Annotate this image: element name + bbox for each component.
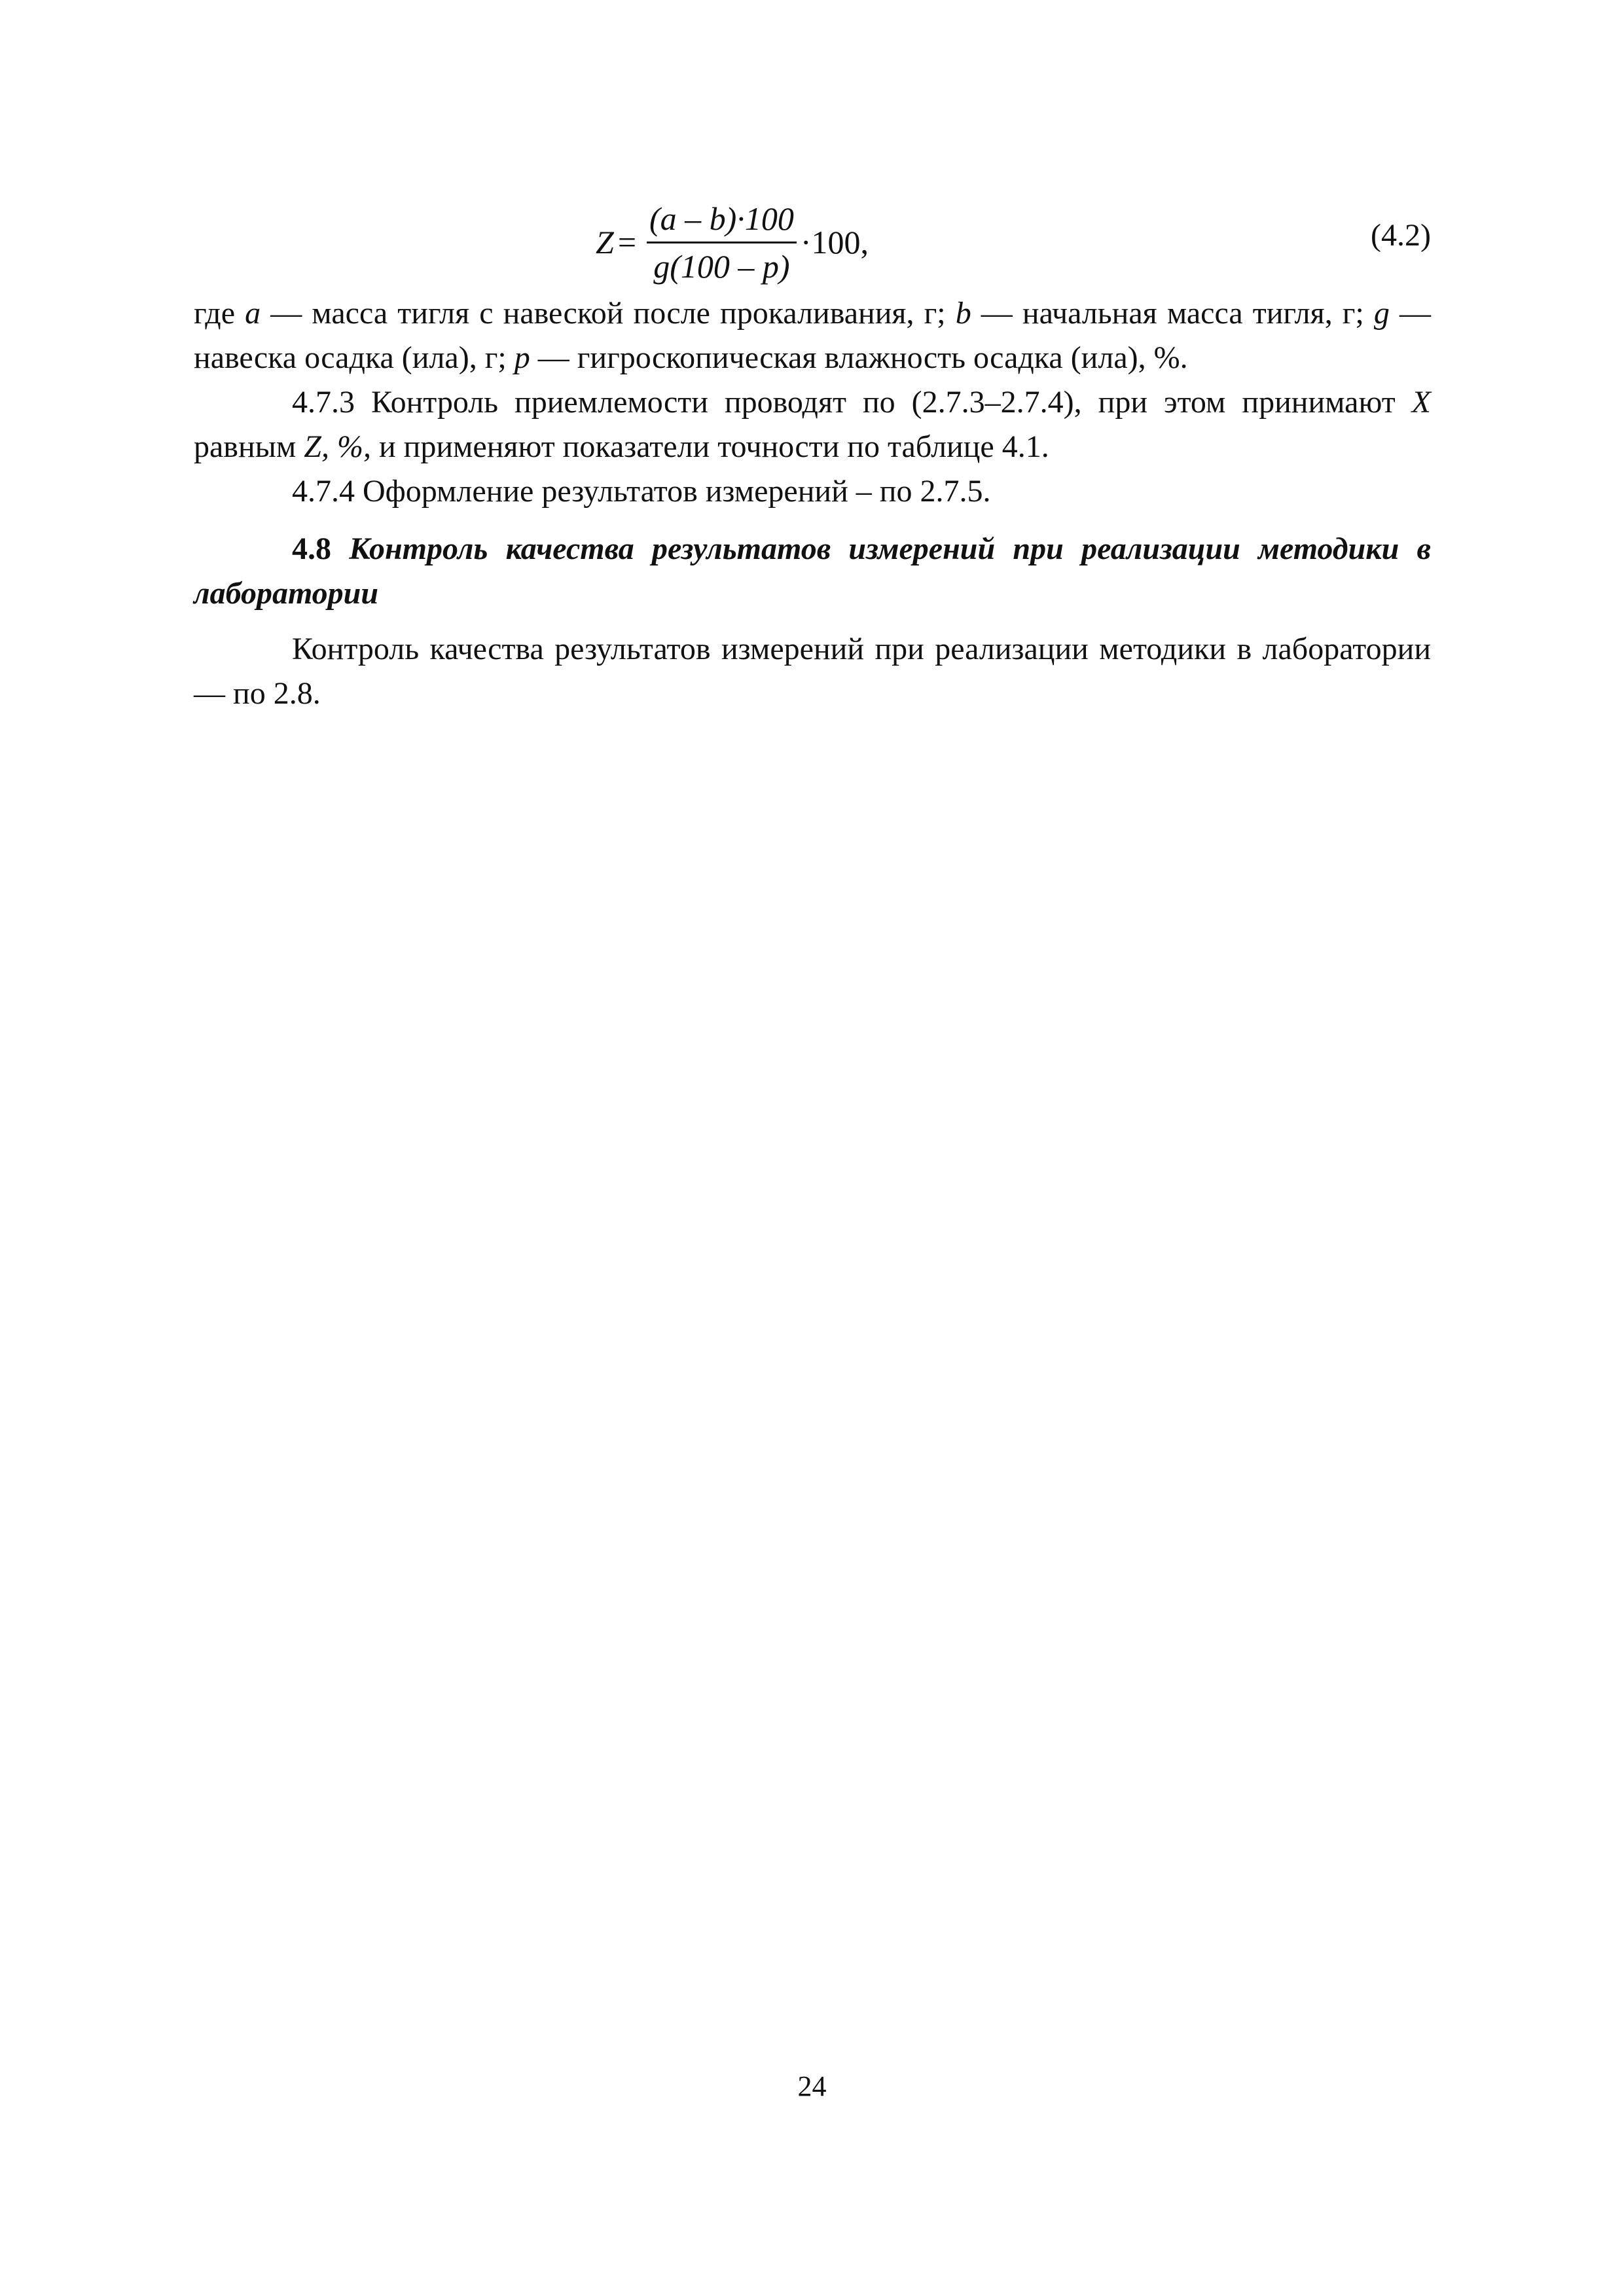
paragraph-4-7-3 [194, 380, 1431, 469]
formula-fraction [647, 200, 797, 285]
formula-expression [596, 190, 869, 295]
var-x: X [1411, 385, 1431, 420]
definitions-paragraph [194, 291, 1431, 380]
p473-middle: равным [194, 429, 304, 464]
variable-definitions [194, 291, 1431, 380]
formula-4-2 [194, 190, 1431, 295]
formula-numerator: (a – b)·100 [647, 200, 797, 243]
var-a: a [245, 296, 261, 331]
section-4-8-number: 4.8 [292, 531, 350, 566]
definition-b: — начальная масса тигля, г; [971, 296, 1374, 331]
paragraph-4-7-4 [194, 469, 1431, 514]
section-4-8-title-text: Контроль качества результатов измерений при реализации методики в лаборатории [194, 531, 1431, 611]
var-b: b [955, 296, 971, 331]
var-g: g [1373, 296, 1390, 331]
p473-start: 4.7.3 Контроль приемлемости проводят по (2.7.3–2.7.4), при этом принимают [292, 385, 1412, 420]
paragraph-4-8-body [194, 627, 1431, 716]
section-heading-4-8 [194, 527, 1431, 616]
definition-p: — гигроскопическая влажность осадка (ила), %. [530, 340, 1188, 375]
var-p: p [514, 340, 530, 375]
formula-trailing-comma: , [860, 224, 869, 260]
formula-multiplier: ·100 [800, 224, 861, 260]
formula-denominator: g(100 – p) [653, 247, 790, 285]
formula-lhs: Z [596, 224, 614, 260]
paragraph-4-7-4-text: 4.7.4 Оформление результатов измерений – по 2.7.5. [292, 474, 991, 509]
paragraph-4-8-body-text: Контроль качества результатов измерений при реализации методики в лаборатории — по 2.8. [194, 632, 1431, 711]
formula-equals: = [617, 224, 637, 260]
var-z-percent: Z, %, [304, 429, 371, 464]
page-number: 24 [797, 2070, 827, 2102]
paragraph-4-7-3-text [194, 380, 1431, 469]
formula-number: (4.2) [1371, 218, 1431, 253]
definition-g: — навеска осадка (ила), г; [194, 296, 1432, 375]
p473-end: и применяют показатели точности по таблице 4.1. [370, 429, 1049, 464]
section-4-8-title [194, 527, 1431, 616]
definition-a: — масса тигля с навеской после прокаливания, г; [261, 296, 956, 331]
definitions-prefix: где [194, 296, 245, 331]
